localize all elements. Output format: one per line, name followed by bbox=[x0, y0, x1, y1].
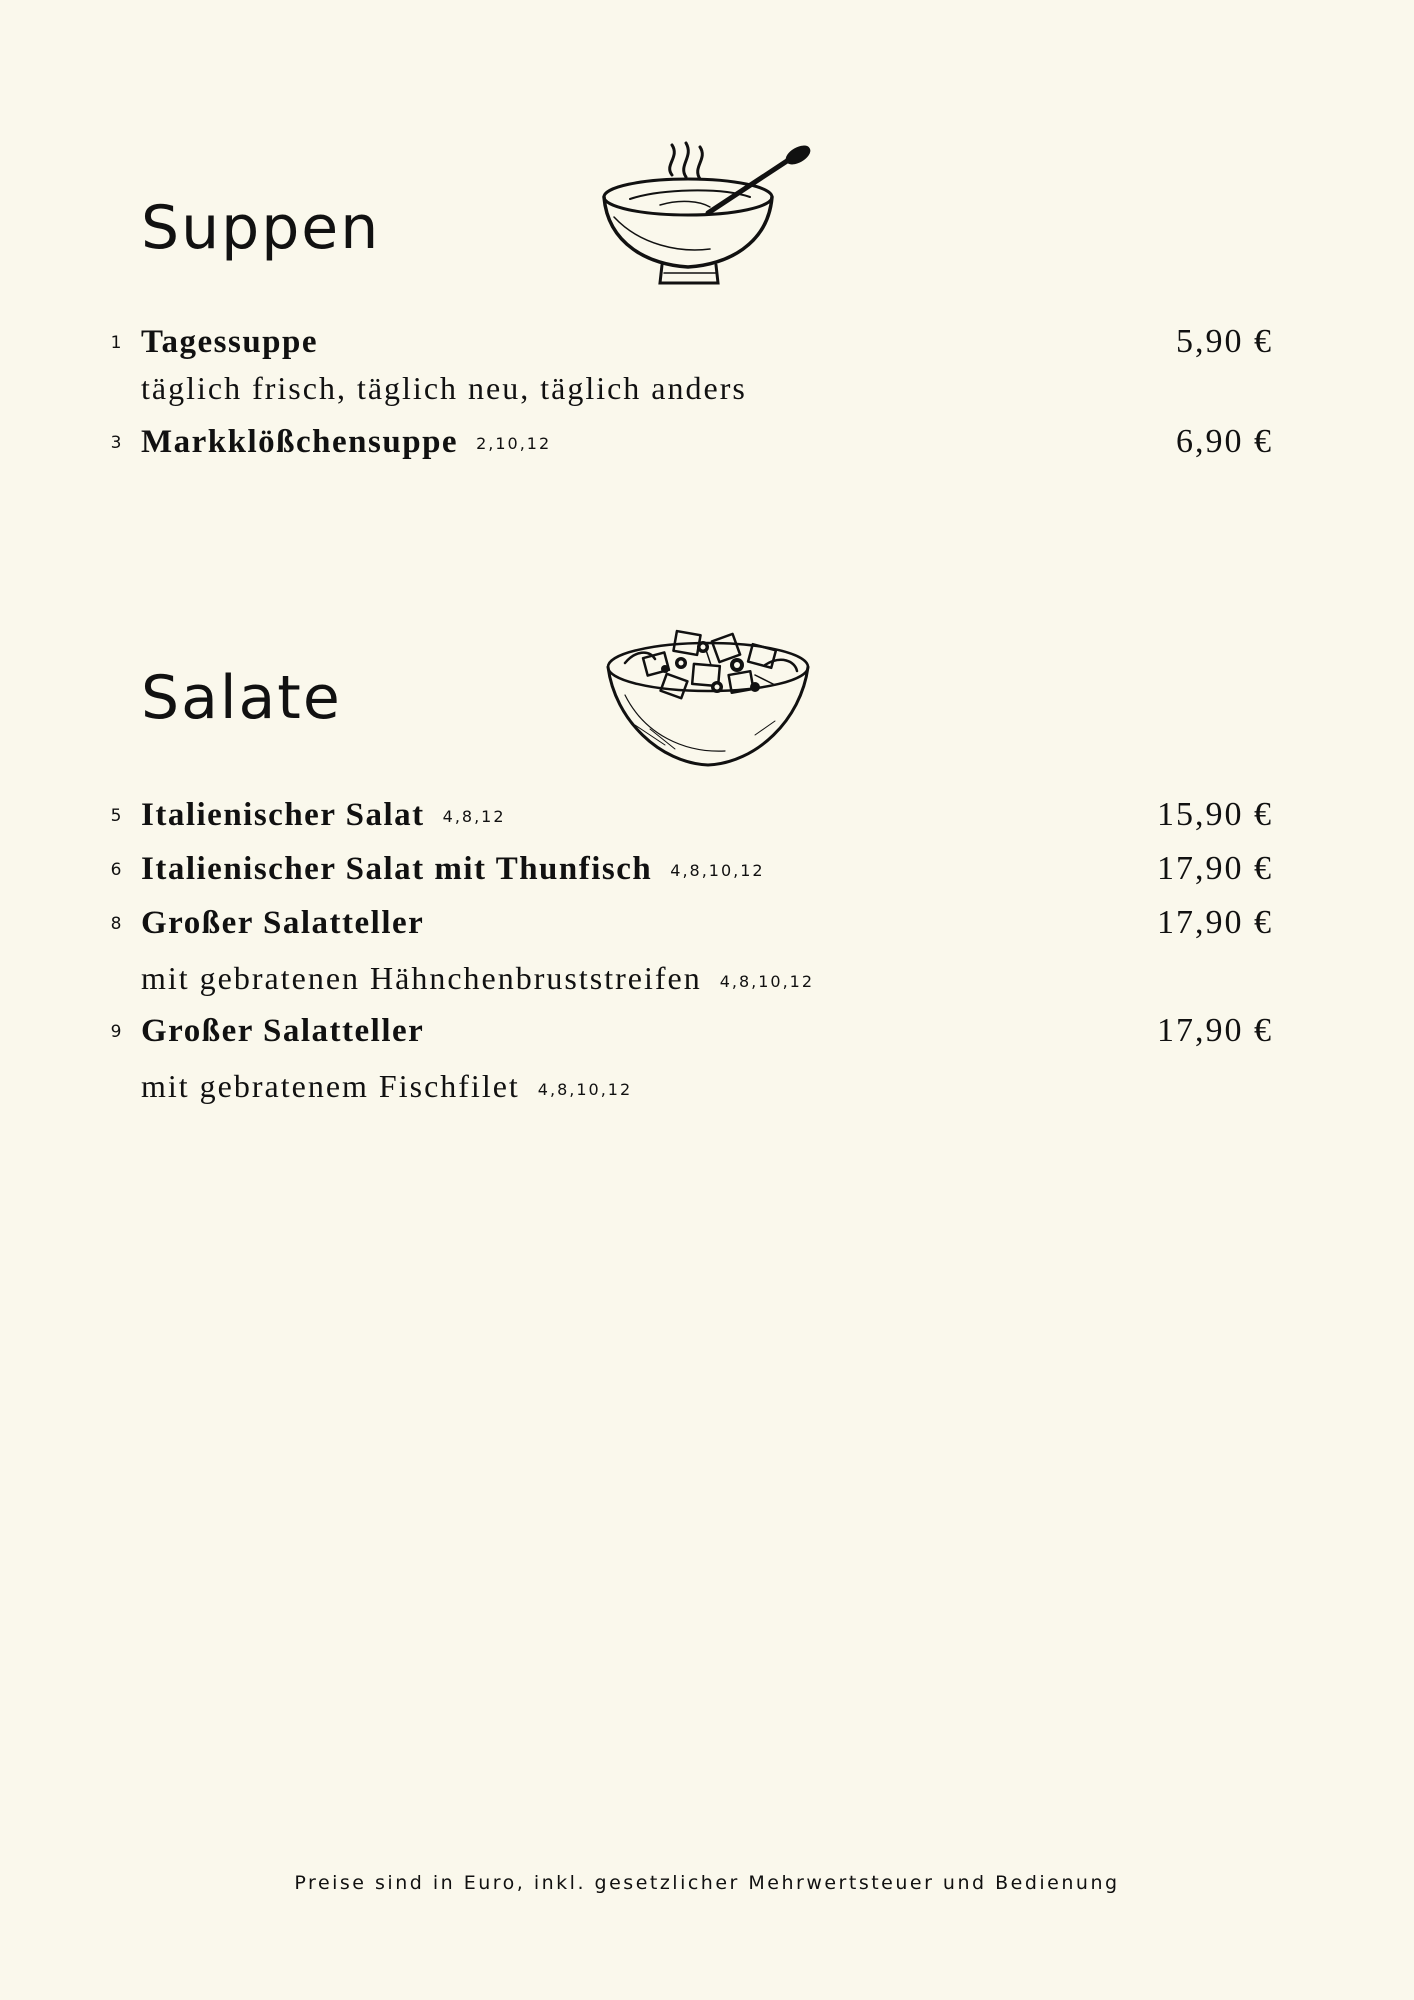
item-price: 6,90 € bbox=[1176, 423, 1273, 460]
item-number: 1 bbox=[110, 333, 122, 353]
item-number: 5 bbox=[110, 806, 122, 826]
menu-item bbox=[0, 844, 1414, 894]
item-price: 17,90 € bbox=[1157, 850, 1273, 887]
item-price: 17,90 € bbox=[1157, 904, 1273, 941]
section-title-salate: Salate bbox=[141, 663, 342, 733]
item-name: Italienischer Salat bbox=[141, 797, 425, 833]
item-description bbox=[141, 1061, 632, 1111]
item-name: Tagessuppe bbox=[141, 324, 319, 360]
item-allergens: 4,8,10,12 bbox=[537, 1079, 633, 1099]
item-description bbox=[141, 953, 814, 1003]
section-title-suppen: Suppen bbox=[141, 193, 381, 263]
item-number: 3 bbox=[110, 433, 122, 453]
item-name: Großer Salatteller bbox=[141, 1013, 425, 1049]
menu-item bbox=[0, 898, 1414, 948]
item-name: Großer Salatteller bbox=[141, 905, 425, 941]
salad-bowl-icon bbox=[605, 625, 815, 770]
item-allergens: 4,8,12 bbox=[442, 807, 506, 827]
item-price: 5,90 € bbox=[1176, 323, 1273, 360]
item-description-text: mit gebratenem Fischfilet bbox=[141, 1068, 520, 1104]
item-allergens: 4,8,10,12 bbox=[670, 861, 765, 881]
item-number: 9 bbox=[110, 1022, 122, 1042]
item-price: 15,90 € bbox=[1157, 796, 1273, 833]
menu-item bbox=[0, 417, 1414, 467]
item-name: Italienischer Salat mit Thunfisch bbox=[141, 851, 653, 887]
item-price: 17,90 € bbox=[1157, 1012, 1273, 1049]
item-description: täglich frisch, täglich neu, täglich anders bbox=[141, 370, 747, 406]
item-number: 8 bbox=[110, 914, 122, 934]
item-number: 6 bbox=[110, 860, 122, 880]
menu-item bbox=[0, 1006, 1414, 1056]
menu-item bbox=[0, 317, 1414, 367]
menu-item bbox=[0, 790, 1414, 840]
footer-note: Preise sind in Euro, inkl. gesetzlicher Mehrwertsteuer und Bedienung bbox=[294, 1872, 1120, 1894]
soup-bowl-icon bbox=[600, 135, 820, 295]
item-name: Markklößchensuppe bbox=[141, 424, 459, 460]
item-allergens: 2,10,12 bbox=[476, 434, 552, 454]
item-allergens: 4,8,10,12 bbox=[719, 971, 815, 991]
item-description-text: mit gebratenen Hähnchenbruststreifen bbox=[141, 960, 702, 996]
